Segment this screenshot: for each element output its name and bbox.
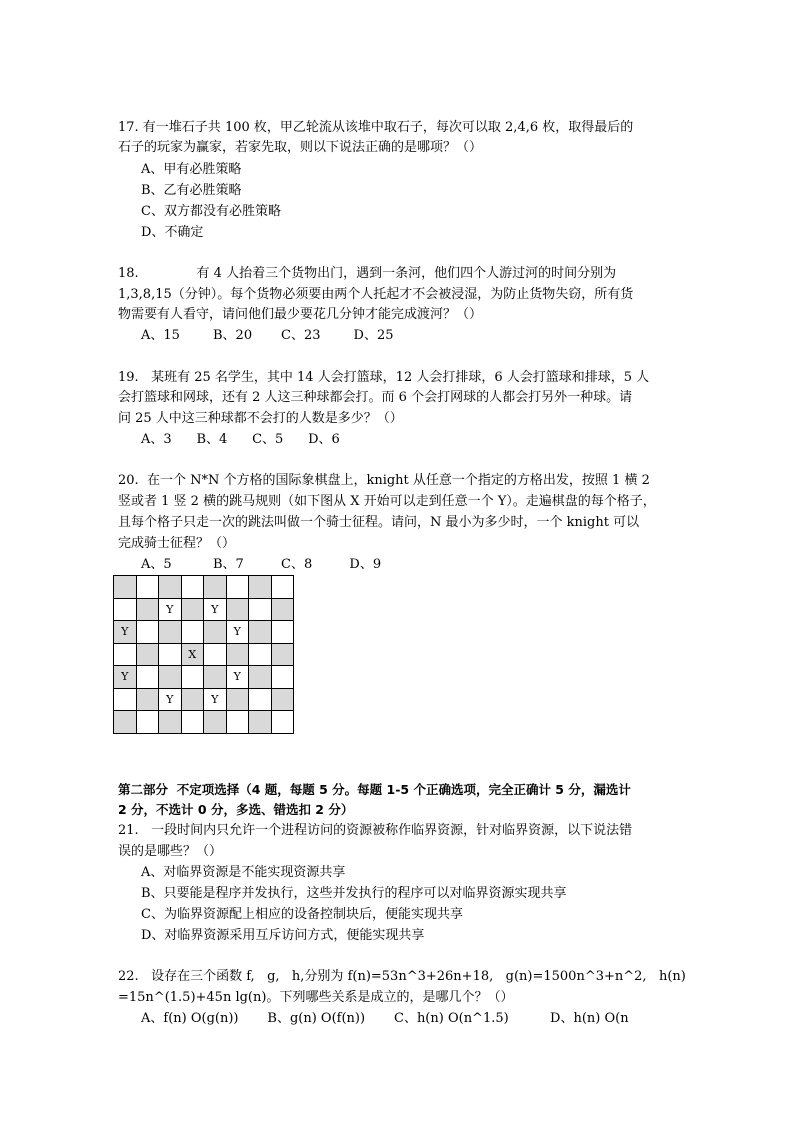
q18-stem-line3: 物需要有人看守，请问他们最少要花几分钟才能完成渡河？（） [118, 307, 483, 322]
board-row [114, 688, 294, 711]
board-cell [271, 576, 294, 599]
board-cell [204, 621, 227, 644]
section2-header-line1: 第二部分 不定项选择（4 题，每题 5 分。每题 1-5 个正确选项，完全正确计 5 分，漏选计 [118, 782, 631, 797]
board-cell [181, 621, 204, 644]
board-row [114, 621, 294, 644]
board-cell: Y [204, 688, 227, 711]
board-cell [159, 643, 182, 666]
board-cell [271, 711, 294, 734]
board-cell [181, 666, 204, 689]
board-cell [136, 688, 159, 711]
q20-stem-line2: 竖或者 1 竖 2 横的跳马规则（如下图从 X 开始可以走到任意一个 Y）。走遍棋盘的每个格子， [118, 494, 656, 509]
board-cell [271, 643, 294, 666]
board-cell [114, 598, 137, 621]
board-cell [159, 576, 182, 599]
board-cell [136, 643, 159, 666]
q17-option-d: D、不确定 [141, 225, 204, 240]
board-cell: X [181, 643, 204, 666]
q18-options: A、15 B、20 C、23 D、25 [141, 328, 394, 343]
q19-stem-line1: 19. 某班有 25 名学生，其中 14 人会打篮球，12 人会打排球，6 人会打篮球和排球，5 人 [118, 370, 650, 385]
board-cell [249, 576, 272, 599]
q21-option-d: D、对临界资源采用互斥访问方式，便能实现共享 [141, 928, 425, 943]
board-row [114, 598, 294, 621]
q22-stem-line2: =15n^(1.5)+45n lg(n)。下列哪些关系是成立的，是哪几个？（） [118, 990, 514, 1005]
q22-options: A、f(n) O(g(n)) B、g(n) O(f(n)) C、h(n) O(n^1.5) D、h(n) O(n [141, 1011, 629, 1026]
board-cell: Y [114, 621, 137, 644]
board-cell [249, 621, 272, 644]
q21-stem-line2: 误的是哪些？（） [118, 844, 223, 859]
board-cell [226, 643, 249, 666]
board-cell [159, 666, 182, 689]
q19-stem-line3: 问 25 人中这三种球都不会打的人数是多少？（） [118, 411, 403, 426]
board-cell [271, 598, 294, 621]
section2-header-line2: 2 分，不选计 0 分，多选、错选扣 2 分） [118, 802, 354, 817]
q20-stem-line3: 且每个格子只走一次的跳法叫做一个骑士征程。请问，N 最小为多少时，一个 knight 可以 [118, 515, 640, 530]
board-cell [249, 643, 272, 666]
q17-option-b: B、乙有必胜策略 [141, 183, 242, 198]
q21-stem-line1: 21. 一段时间内只允许一个进程访问的资源被称作临界资源，针对临界资源，以下说法错 [118, 823, 633, 838]
q21-option-b: B、只要能是程序并发执行，这些并发执行的程序可以对临界资源实现共享 [141, 886, 567, 901]
board-cell [159, 621, 182, 644]
board-cell [136, 666, 159, 689]
board-cell [181, 688, 204, 711]
q19-stem-line2: 会打篮球和网球，还有 2 人这三种球都会打。而 6 个会打网球的人都会打另外一种球。请 [118, 390, 633, 405]
board-cell [271, 621, 294, 644]
board-cell [114, 576, 137, 599]
board-cell [181, 598, 204, 621]
board-cell [136, 576, 159, 599]
q17-option-a: A、甲有必胜策略 [141, 162, 242, 177]
board-cell [114, 688, 137, 711]
board-cell: Y [159, 688, 182, 711]
board-row [114, 711, 294, 734]
board-cell [136, 598, 159, 621]
q19-options: A、3 B、4 C、5 D、6 [141, 432, 340, 447]
q18-stem-line1: 18. 有 4 人抬着三个货物出门，遇到一条河，他们四个人游过河的时间分别为 [118, 266, 617, 281]
board-row [114, 576, 294, 599]
board-cell [249, 711, 272, 734]
q18-stem-line2: 1,3,8,15（分钟）。每个货物必须要由两个人托起才不会被浸湿，为防止货物失窃，所有货 [118, 287, 634, 302]
q21-option-c: C、为临界资源配上相应的设备控制块后，便能实现共享 [141, 907, 463, 922]
q20-stem-line1: 20. 在一个 N*N 个方格的国际象棋盘上，knight 从任意一个指定的方格出发，按照 1 横 2 [118, 473, 650, 488]
board-cell [136, 621, 159, 644]
board-cell [204, 666, 227, 689]
board-row [114, 643, 294, 666]
board-cell [181, 711, 204, 734]
board-cell [249, 688, 272, 711]
q20-stem-line4: 完成骑士征程？（） [118, 536, 236, 551]
board-cell: Y [114, 666, 137, 689]
board-cell: Y [204, 598, 227, 621]
board-cell [204, 643, 227, 666]
board-cell [226, 598, 249, 621]
board-cell [204, 711, 227, 734]
board-cell [271, 666, 294, 689]
board-cell [271, 688, 294, 711]
board-cell: Y [226, 666, 249, 689]
board-cell [159, 711, 182, 734]
board-cell [249, 666, 272, 689]
knight-board [113, 575, 294, 734]
board-cell [226, 688, 249, 711]
q17-stem-line2: 石子的玩家为赢家，若家先取，则以下说法正确的是哪项？（） [118, 140, 483, 155]
board-cell [204, 576, 227, 599]
board-cell: Y [226, 621, 249, 644]
board-cell [226, 576, 249, 599]
q22-stem-line1: 22. 设存在三个函数 f, g, h,分别为 f(n)=53n^3+26n+18, g(n)=1500n^3+n^2, h(n) [118, 969, 686, 984]
board-cell [136, 711, 159, 734]
q17-option-c: C、双方都没有必胜策略 [141, 204, 281, 219]
board-cell [181, 576, 204, 599]
board-cell [114, 643, 137, 666]
q20-options: A、5 B、7 C、8 D、9 [141, 557, 382, 572]
q17-stem-line1: 17. 有一堆石子共 100 枚，甲乙轮流从该堆中取石子，每次可以取 2,4,6 枚，取得最后的 [118, 120, 634, 135]
q21-option-a: A、对临界资源是不能实现资源共享 [141, 865, 346, 880]
board-cell [249, 598, 272, 621]
board-cell [226, 711, 249, 734]
board-cell: Y [159, 598, 182, 621]
board-cell [114, 711, 137, 734]
board-row [114, 666, 294, 689]
